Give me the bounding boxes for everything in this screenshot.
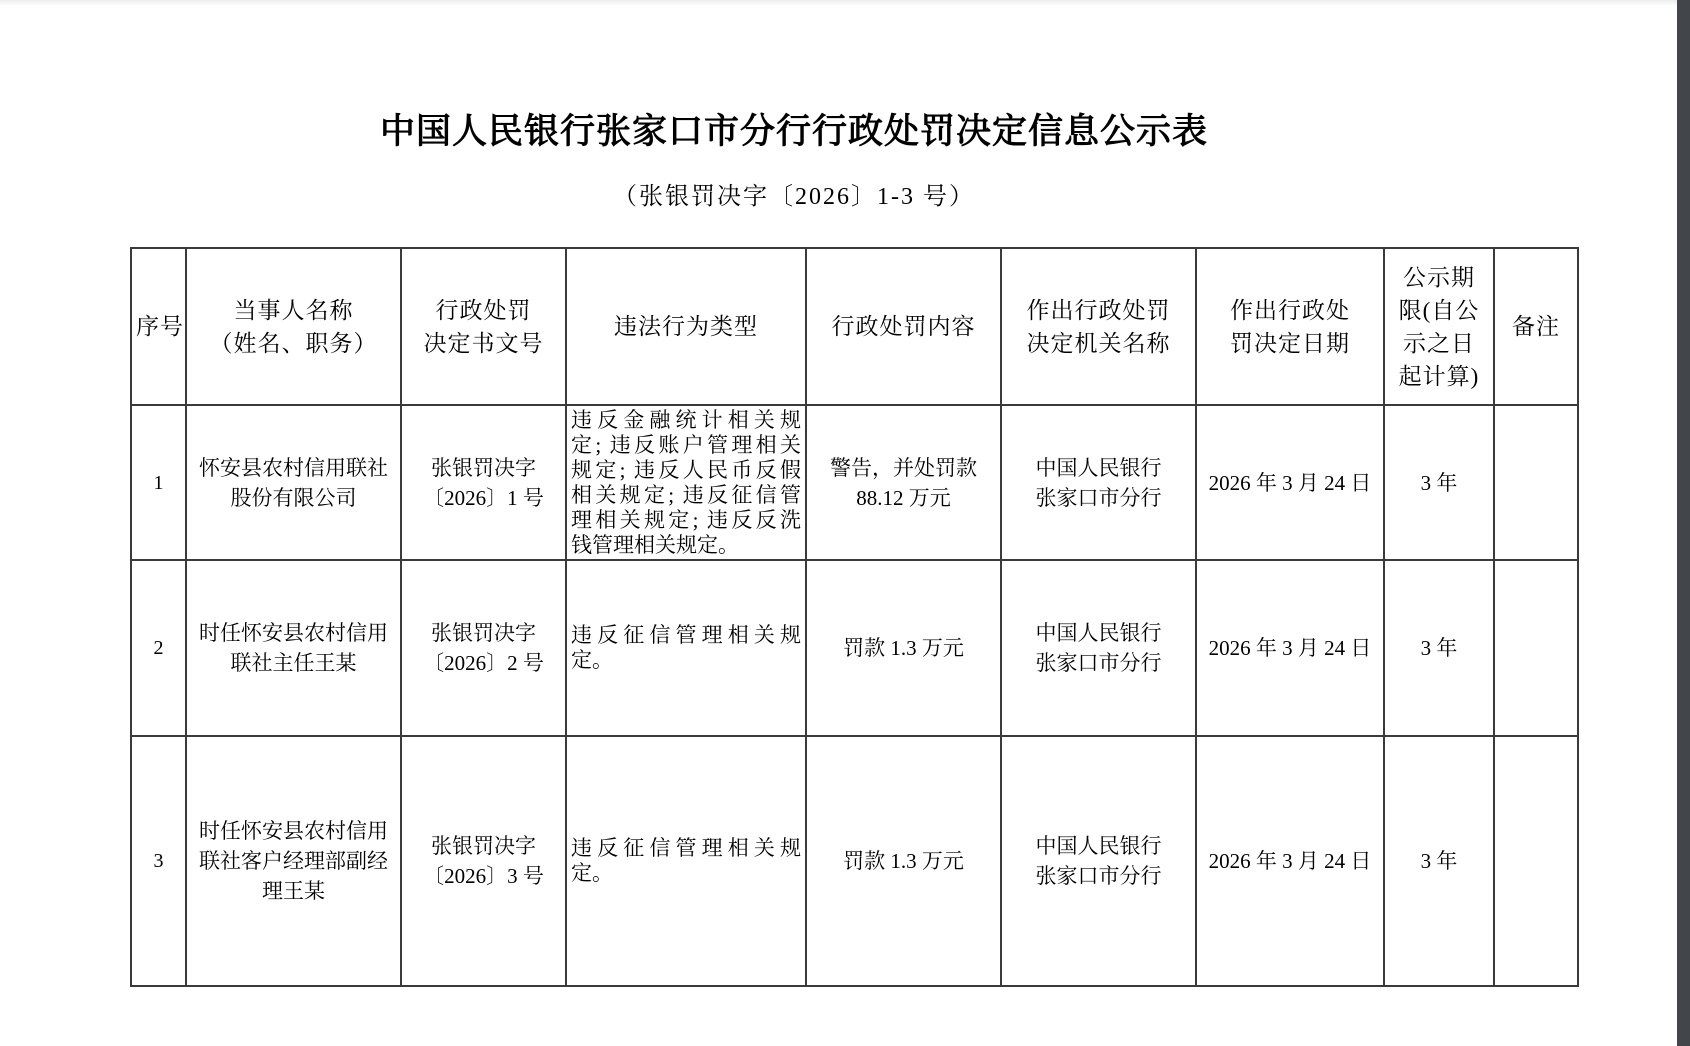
header-line: 罚决定日期 <box>1230 330 1350 356</box>
cell-date: 2026 年 3 月 24 日 <box>1196 736 1384 986</box>
cell-line: 理王某 <box>262 879 325 903</box>
header-cell-index <box>131 248 186 405</box>
violation-line: 违反征信管理相关规 <box>571 836 801 860</box>
violation-line: 钱管理相关规定。 <box>571 532 739 557</box>
cell-line: 〔2026〕1 号 <box>423 485 544 510</box>
cell-penalty <box>806 736 1001 986</box>
header-line: 作出行政处罚 <box>1026 297 1171 323</box>
header-line: 决定机关名称 <box>1026 330 1171 356</box>
penalty-table <box>130 247 1579 987</box>
cell-authority <box>1001 560 1196 736</box>
cell-line: 张银罚决字 <box>431 621 536 645</box>
cell-line: 时任怀安县农村信用 <box>199 819 388 843</box>
header-line: （姓名、职务） <box>209 330 378 356</box>
violation-line: 定。 <box>571 648 613 672</box>
header-line: 序号 <box>136 314 184 339</box>
header-line: 违法行为类型 <box>614 314 758 339</box>
cell-party <box>186 560 401 736</box>
cell-party <box>186 405 401 560</box>
header-cell-authority <box>1001 248 1196 405</box>
table-body <box>131 405 1578 986</box>
header-line: 当事人名称 <box>233 297 354 323</box>
header-line: 行政处罚 <box>435 297 532 323</box>
violation-line: 违反金融统计相关规 <box>571 407 801 432</box>
header-line: 行政处罚内容 <box>831 314 976 339</box>
header-cell-violation <box>566 248 806 405</box>
violation-line: 定。 <box>571 861 613 885</box>
cell-line: 怀安县农村信用联社 <box>199 455 388 480</box>
header-cell-party <box>186 248 401 405</box>
cell-authority <box>1001 736 1196 986</box>
cell-authority <box>1001 405 1196 560</box>
cell-remarks <box>1494 405 1578 560</box>
cell-line: 中国人民银行 <box>1035 455 1162 480</box>
violation-line: 相关规定; 违反征信管 <box>571 482 801 507</box>
cell-line: 警告，并处罚款 <box>830 455 977 480</box>
header-line: 备注 <box>1512 314 1560 339</box>
cell-index: 2 <box>131 560 186 736</box>
table-header-row <box>131 248 1578 405</box>
violation-line: 规定; 违反人民币反假 <box>571 457 801 482</box>
header-line: 作出行政处 <box>1230 297 1350 323</box>
cell-violation <box>566 560 806 736</box>
header-cell-date <box>1196 248 1384 405</box>
cell-period: 3 年 <box>1384 560 1494 736</box>
cell-line: 罚款 1.3 万元 <box>843 849 964 873</box>
header-line: 起计算) <box>1398 363 1480 389</box>
header-cell-penalty <box>806 248 1001 405</box>
cell-line: 张家口市分行 <box>1035 864 1162 888</box>
cell-line: 张银罚决字 <box>431 834 536 858</box>
header-line: 决定书文号 <box>423 330 544 356</box>
cell-violation <box>566 405 806 560</box>
cell-remarks <box>1494 560 1578 736</box>
cell-line: 88.12 万元 <box>856 485 951 510</box>
cell-line: 中国人民银行 <box>1035 621 1162 645</box>
cell-date: 2026 年 3 月 24 日 <box>1196 560 1384 736</box>
table-row <box>131 736 1578 986</box>
page-title: 中国人民银行张家口市分行行政处罚决定信息公示表 <box>379 112 1208 151</box>
cell-penalty <box>806 560 1001 736</box>
table-row <box>131 560 1578 736</box>
cell-violation <box>566 736 806 986</box>
cell-line: 〔2026〕2 号 <box>423 651 544 675</box>
cell-line: 时任怀安县农村信用 <box>199 621 388 645</box>
cell-doc-no <box>401 405 566 560</box>
cell-doc-no <box>401 560 566 736</box>
table-row <box>131 405 1578 560</box>
cell-date: 2026 年 3 月 24 日 <box>1196 405 1384 560</box>
doc-number-subtitle: （张银罚决字〔2026〕1-3 号） <box>613 184 975 210</box>
cell-line: 联社客户经理部副经 <box>199 849 388 873</box>
cell-line: 〔2026〕3 号 <box>423 864 544 888</box>
page-right-edge <box>1677 0 1690 1046</box>
cell-index: 3 <box>131 736 186 986</box>
violation-line: 理相关规定; 违反反洗 <box>571 507 801 532</box>
header-cell-doc-no <box>401 248 566 405</box>
cell-remarks <box>1494 736 1578 986</box>
cell-doc-no <box>401 736 566 986</box>
cell-line: 张家口市分行 <box>1035 651 1162 675</box>
cell-period: 3 年 <box>1384 405 1494 560</box>
header-line: 公示期 <box>1403 264 1475 290</box>
header-line: 示之日 <box>1403 330 1475 356</box>
cell-line: 张家口市分行 <box>1035 485 1162 510</box>
cell-line: 股份有限公司 <box>230 485 357 510</box>
cell-penalty <box>806 405 1001 560</box>
violation-line: 定; 违反账户管理相关 <box>571 432 801 457</box>
violation-line: 违反征信管理相关规 <box>571 623 801 647</box>
header-cell-remarks <box>1494 248 1578 405</box>
cell-party <box>186 736 401 986</box>
cell-index: 1 <box>131 405 186 560</box>
cell-line: 中国人民银行 <box>1035 834 1162 858</box>
cell-line: 张银罚决字 <box>431 455 536 480</box>
cell-line: 联社主任王某 <box>230 651 357 675</box>
header-cell-period <box>1384 248 1494 405</box>
cell-line: 罚款 1.3 万元 <box>843 636 964 660</box>
page-top-edge <box>0 0 1690 6</box>
header-line: 限(自公 <box>1398 297 1480 323</box>
cell-period: 3 年 <box>1384 736 1494 986</box>
